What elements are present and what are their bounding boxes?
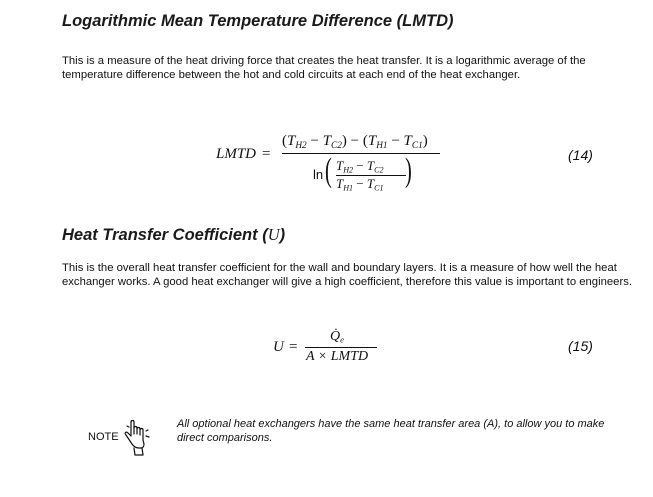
equation-15-numerator: $Q̇_e$	[330, 329, 344, 345]
paragraph-heat-transfer-coefficient: This is the overall heat transfer coefficient for the wall and boundary layers. It is a measure of how well the heat exchanger works. A good heat exchanger will give a high coefficient, therefore this value is important to engineers.	[62, 262, 632, 288]
equation-14-ln: ln	[313, 167, 324, 182]
equation-15-lhs: U	[273, 339, 284, 355]
equation-14-inner-denominator: $T_{H1} - T_{C1}$	[336, 176, 384, 193]
heading-heat-transfer-coefficient: Heat Transfer Coefficient (U)	[62, 225, 286, 244]
heading-lmtd: Logarithmic Mean Temperature Difference (LMTD)	[62, 12, 454, 30]
equation-15-denominator: A × LMTD	[306, 349, 369, 364]
equation-14-inner-numerator: $T_{H2} - T_{C2}$	[336, 158, 384, 175]
equation-14-right-paren: )	[405, 152, 412, 189]
equation-14-lhs: LMTD	[216, 146, 257, 162]
paragraph-lmtd: This is a measure of the heat driving force that creates the heat transfer. It is a logarithmic average of the temperature difference between the hot and cold circuits at each end of the heat exchanger.	[62, 55, 586, 81]
equation-14-equals: =	[262, 146, 271, 162]
equation-15-number: (15)	[568, 338, 593, 354]
note-label: NOTE	[88, 431, 119, 443]
equation-14-numerator: $(T_{H2} - T_{C2}) - (T_{H1} - T_{C1})$	[282, 133, 428, 151]
pointing-hand-icon	[124, 418, 154, 458]
equation-14-left-paren: (	[325, 152, 332, 189]
equation-15-fraction-bar	[305, 347, 377, 348]
equation-14-number: (14)	[568, 147, 593, 163]
equation-14-fraction-bar	[282, 153, 440, 154]
note-text: All optional heat exchangers have the same heat transfer area (A), to allow you to make direct comparisons.	[177, 418, 605, 444]
equation-15-equals: =	[289, 339, 298, 355]
